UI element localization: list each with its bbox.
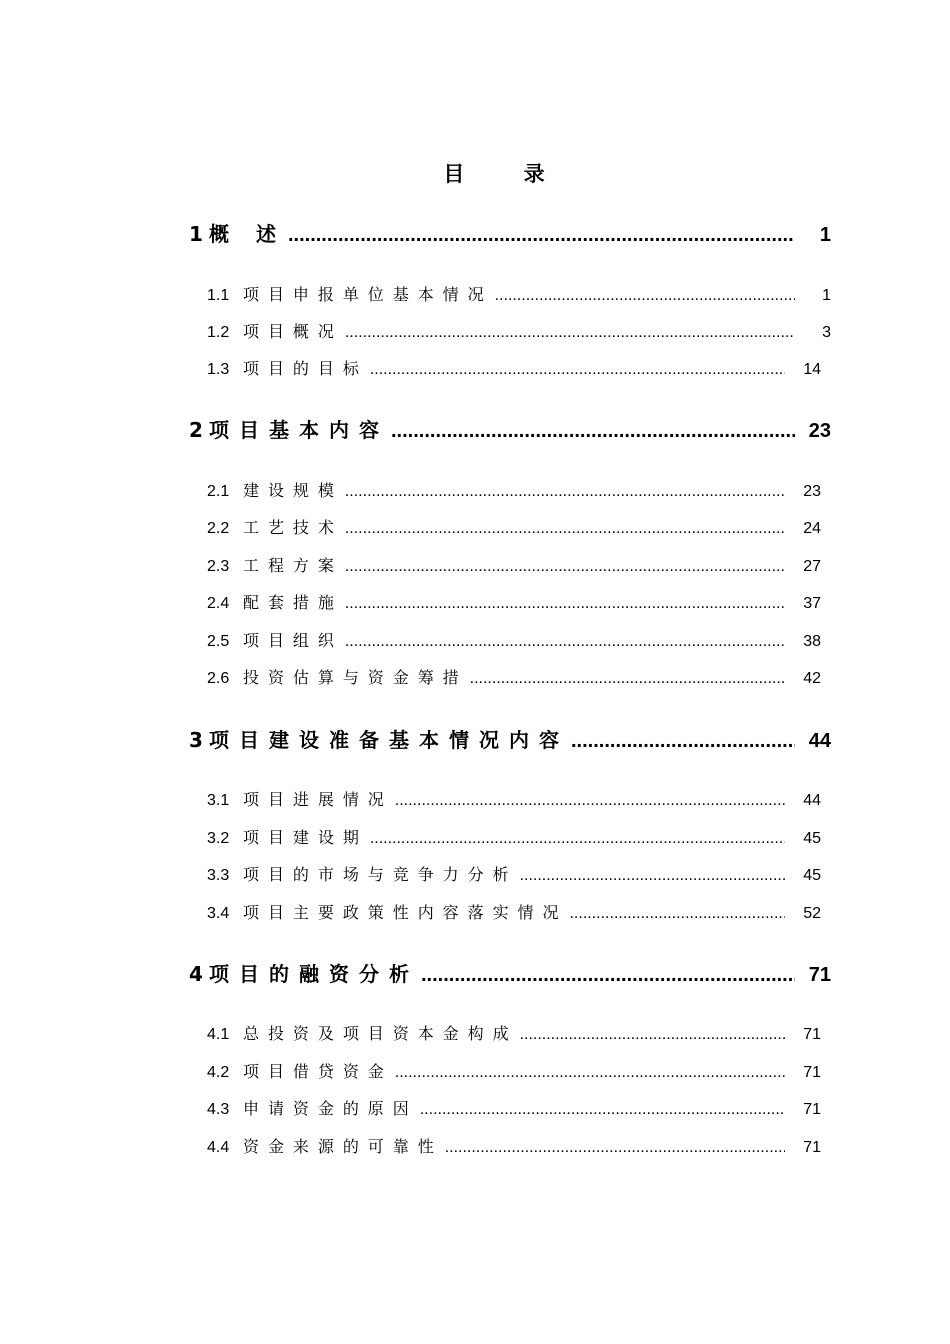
dot-leader xyxy=(345,558,785,576)
entry-page: 23 xyxy=(808,420,831,442)
dot-leader xyxy=(345,483,785,501)
toc-entry[interactable] xyxy=(207,665,821,688)
dot-leader xyxy=(445,1139,785,1157)
entry-page: 42 xyxy=(803,670,821,687)
entry-number: 1.2 xyxy=(207,324,230,341)
dot-leader xyxy=(345,633,785,651)
entry-title: 项目概况 xyxy=(243,322,343,341)
toc-entry[interactable] xyxy=(207,282,831,305)
entry-number: 2.1 xyxy=(207,483,230,500)
toc-entry[interactable] xyxy=(207,787,821,810)
dot-leader xyxy=(520,867,785,885)
entry-number: 2.5 xyxy=(207,633,230,650)
dot-leader xyxy=(495,287,795,305)
entry-number: 4.3 xyxy=(207,1101,230,1118)
dot-leader xyxy=(395,792,785,810)
dot-leader xyxy=(345,520,785,538)
toc-entry[interactable] xyxy=(207,319,831,342)
entry-title: 建设规模 xyxy=(243,481,343,500)
entry-title: 项目建设准备基本情况内容 xyxy=(209,728,569,752)
entry-number: 4 xyxy=(189,962,203,986)
dot-leader xyxy=(391,420,795,443)
entry-number: 4.4 xyxy=(207,1139,230,1156)
entry-title: 概 述 xyxy=(209,222,286,246)
dot-leader xyxy=(569,905,785,923)
toc-entry[interactable] xyxy=(189,414,831,443)
dot-leader xyxy=(420,1101,785,1119)
entry-title: 项目建设期 xyxy=(243,828,368,847)
entry-title: 工程方案 xyxy=(243,556,343,575)
entry-title: 项目的融资分析 xyxy=(209,962,419,986)
entry-page: 14 xyxy=(803,361,821,378)
entry-page: 44 xyxy=(808,730,831,752)
toc-entry[interactable] xyxy=(207,825,821,848)
dot-leader xyxy=(520,1026,785,1044)
entry-number: 2.6 xyxy=(207,670,230,687)
entry-title: 资金来源的可靠性 xyxy=(243,1137,443,1156)
entry-page: 1 xyxy=(819,224,831,246)
entry-page: 24 xyxy=(803,520,821,537)
entry-page: 1 xyxy=(822,287,831,304)
toc-entry[interactable] xyxy=(207,515,821,538)
entry-number: 3.4 xyxy=(207,905,230,922)
toc-title: 目 录 xyxy=(443,162,571,186)
toc-entry[interactable] xyxy=(207,1021,821,1044)
entry-title: 配套措施 xyxy=(243,593,343,612)
entry-number: 2.3 xyxy=(207,558,230,575)
entry-page: 27 xyxy=(803,558,821,575)
entry-page: 71 xyxy=(803,1026,821,1043)
toc-entry[interactable] xyxy=(207,862,821,885)
toc-entry[interactable] xyxy=(207,1059,821,1082)
toc-entry[interactable] xyxy=(189,958,831,987)
entry-number: 1.3 xyxy=(207,361,230,378)
entry-title: 工艺技术 xyxy=(243,518,343,537)
dot-leader xyxy=(370,361,785,379)
toc-entry[interactable] xyxy=(207,900,821,923)
entry-number: 3.2 xyxy=(207,830,230,847)
dot-leader xyxy=(288,224,795,247)
entry-page: 37 xyxy=(803,595,821,612)
toc-entry[interactable] xyxy=(207,478,821,501)
entry-page: 23 xyxy=(803,483,821,500)
entry-title: 项目申报单位基本情况 xyxy=(243,285,493,304)
entry-number: 3.1 xyxy=(207,792,230,809)
entry-title: 项目的目标 xyxy=(243,359,368,378)
entry-page: 38 xyxy=(803,633,821,650)
toc-entry[interactable] xyxy=(207,1096,821,1119)
entry-number: 4.2 xyxy=(207,1064,230,1081)
toc-entry[interactable] xyxy=(207,553,821,576)
dot-leader xyxy=(571,730,795,753)
entry-title: 项目主要政策性内容落实情况 xyxy=(243,903,568,922)
entry-page: 45 xyxy=(803,830,821,847)
dot-leader xyxy=(421,964,795,987)
toc-entry[interactable] xyxy=(189,724,831,753)
entry-title: 项目组织 xyxy=(243,631,343,650)
entry-number: 2 xyxy=(189,418,203,442)
entry-number: 3 xyxy=(189,728,203,752)
entry-page: 71 xyxy=(803,1139,821,1156)
entry-title: 项目进展情况 xyxy=(243,790,393,809)
entry-page: 71 xyxy=(803,1101,821,1118)
entry-number: 2.2 xyxy=(207,520,230,537)
entry-number: 1.1 xyxy=(207,287,230,304)
toc-entry[interactable] xyxy=(207,590,821,613)
toc-entry[interactable] xyxy=(207,628,821,651)
entry-title: 申请资金的原因 xyxy=(243,1099,418,1118)
entry-number: 4.1 xyxy=(207,1026,230,1043)
entry-number: 3.3 xyxy=(207,867,230,884)
entry-title: 项目借贷资金 xyxy=(243,1062,393,1081)
entry-page: 71 xyxy=(808,964,831,986)
entry-title: 投资估算与资金筹措 xyxy=(243,668,468,687)
entry-number: 2.4 xyxy=(207,595,230,612)
toc-entry[interactable] xyxy=(189,218,831,247)
entry-page: 44 xyxy=(803,792,821,809)
entry-title: 项目的市场与竞争力分析 xyxy=(243,865,518,884)
entry-page: 3 xyxy=(822,324,831,341)
entry-number: 1 xyxy=(189,222,203,246)
toc-entry[interactable] xyxy=(207,1134,821,1157)
dot-leader xyxy=(395,1064,785,1082)
entry-title: 总投资及项目资本金构成 xyxy=(243,1024,518,1043)
entry-page: 71 xyxy=(803,1064,821,1081)
entry-title: 项目基本内容 xyxy=(209,418,389,442)
dot-leader xyxy=(345,324,795,342)
dot-leader xyxy=(470,670,785,688)
entry-page: 52 xyxy=(803,905,821,922)
dot-leader xyxy=(345,595,785,613)
toc-entry[interactable] xyxy=(207,356,821,379)
entry-page: 45 xyxy=(803,867,821,884)
dot-leader xyxy=(370,830,785,848)
